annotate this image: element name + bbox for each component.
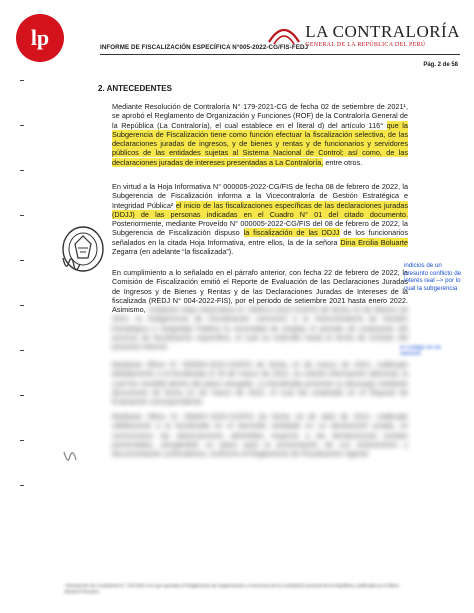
signature-icon: [60, 254, 84, 276]
paragraph-2: En virtud a la Hoja Informativa N° 000005-2022-CG/FIS de fecha 08 de febrero de 2022, la Subgerencia de Fiscalización informa a la Vicecontraloría de Gestión Estratégica e Integridad Pública² el inicio de las fiscalizaciones específicas de las declaraciones juradas (DDJJ) de las personas indicadas en el Cuadro N° 01 del citado documento. Posteriormente, mediante Proveído N° 000005-2022-CG/FIS del 08 de febrero de 2022, la Subgerencia de Fiscalización dispuso la fiscalización de las DDJJ de los funcionarios señalados en la citada Hoja Informativa, entre ellos, la de la señora Dina Ercilia Boluarte Zegarra (en adelante “la fiscalizada”).: [112, 182, 408, 257]
footnote-blurred: ¹ Resolución de Contraloría N° 179-2021-CG que aprueba el Reglamento de Organización y Funciones de la Contraloría General de la República, publicada en el diario oficial El Peruano.: [64, 583, 399, 594]
paragraph-5-blurred: Mediante Oficio N° 000007-2022-CG/FIS de fecha 18 de abril de 2022, notificado válidamente a la fiscalizada en el domicilio señalado en su declaración jurada, se comunicaron las observaciones advertidas respecto a las declaraciones juradas presentadas, otorgándole un plazo para la presentación de sus aclaraciones y documentación sustentatoria, conforme al Reglamento de Fiscalización vigente.: [112, 412, 408, 459]
brand-name: LA CONTRALORÍA: [305, 22, 460, 41]
review-comment[interactable]: indicios de un presunto conflicto de interés real –> por lo cual la subgerencia: [404, 262, 462, 292]
paragraph-4-blurred: Mediante Oficio N° 000000-2022-CG/FIS de fecha 14 de marzo de 2022, notificado debidamente a la fiscalizada el 16 de marzo de 2022, se solicitó información adicional, la cual fue remitida dentro del plazo otorgado. La fiscalizada presentó su descargo mediante documento de fecha 22 de marzo de 2022, el cual fue analizado en el Reporte de Evaluación correspondiente.: [112, 360, 408, 407]
header-divider: [100, 54, 460, 55]
brand-subtitle: GENERAL DE LA REPÚBLICA DEL PERÚ: [305, 42, 426, 48]
highlight: que la Subgerencia de Fiscalización tiene como función efectuar la fiscalización selectiva, de las declaraciones juradas de ingresos, y de bienes y rentas y de funcionarios y servidores públicos de las entidades sujetas al Sistema Nacional de Control; así como, de las declaraciones juradas de intereses presentadas a La Contraloría,: [112, 120, 408, 167]
margin-marks: [20, 80, 26, 530]
blurred-text: mediante Hoja Informativa N° 000012-2022-CG/FIS de fecha 23 de febrero de 2022, la Subgerencia de Fiscalización comunicó a la Vicecontraloría de Gestión Estratégica e Integridad Pública la necesidad de ampliar el periodo de evaluación del proceso de fiscalización específica, el cual se extendió hasta la fecha de emisión del presente informe.: [112, 305, 409, 352]
section-heading: 2. ANTECEDENTES: [98, 84, 172, 93]
review-comment-blurred[interactable]: El codigo no es sancion: [400, 345, 442, 357]
highlight: el inicio de las fiscalizaciones específicas de las declaraciones juradas (DDJJ) de las personas indicadas en el Cuadro N° 01 del citado documento.: [112, 200, 408, 219]
signature-icon: [60, 446, 84, 468]
highlight: la fiscalización de las DDJJ: [243, 228, 340, 238]
page-number: Pág. 2 de 58: [423, 62, 458, 68]
highlight: Dina Ercilia Boluarte: [340, 237, 408, 247]
contraloria-brand: [305, 22, 460, 48]
paragraph-1: Mediante Resolución de Contraloría N° 179-2021-CG de fecha 02 de setiembre de 2021¹, se aprobó el Reglamento de Organización y Funciones (ROF) de la Contraloría General de la República (La Contraloría), el cual establece en el literal d) del artículo 116° que la Subgerencia de Fiscalización tiene como función efectuar la fiscalización selectiva, de las declaraciones juradas de ingresos, y de bienes y rentas y de funcionarios y servidores públicos de las entidades sujetas al Sistema Nacional de Control; así como, de las declaraciones juradas de intereses presentadas a La Contraloría, entre otros.: [112, 102, 408, 167]
contraloria-logo-icon: [267, 22, 301, 48]
report-title: INFORME DE FISCALIZACIÓN ESPECÍFICA N°005-2022-CG/FIS-FEDJ: [100, 44, 309, 51]
paragraph-3: En cumplimiento a lo señalado en el párrafo anterior, con fecha 22 de febrero de 2022, la Comisión de Fiscalización emitió el Reporte de Evaluación de las Declaraciones Juradas de Ingresos y de Bienes y Rentas y de las Declaraciones Juradas de Intereses de la fiscalizada (REDJ N° 004-2022-FIS), por el periodo de setiembre 2021 hasta enero 2022. Asimismo, mediante Hoja Informativa N° 000012-2022-CG/FIS de fecha 23 de febrero de 2022, la Subgerencia de Fiscalización comunicó a la Vicecontraloría de Gestión Estratégica e Integridad Pública la necesidad de ampliar el periodo de evaluación del proceso de fiscalización específica, el cual se extendió hasta la fecha de emisión del presente informe.: [112, 268, 409, 352]
lp-logo: lp: [16, 14, 64, 62]
